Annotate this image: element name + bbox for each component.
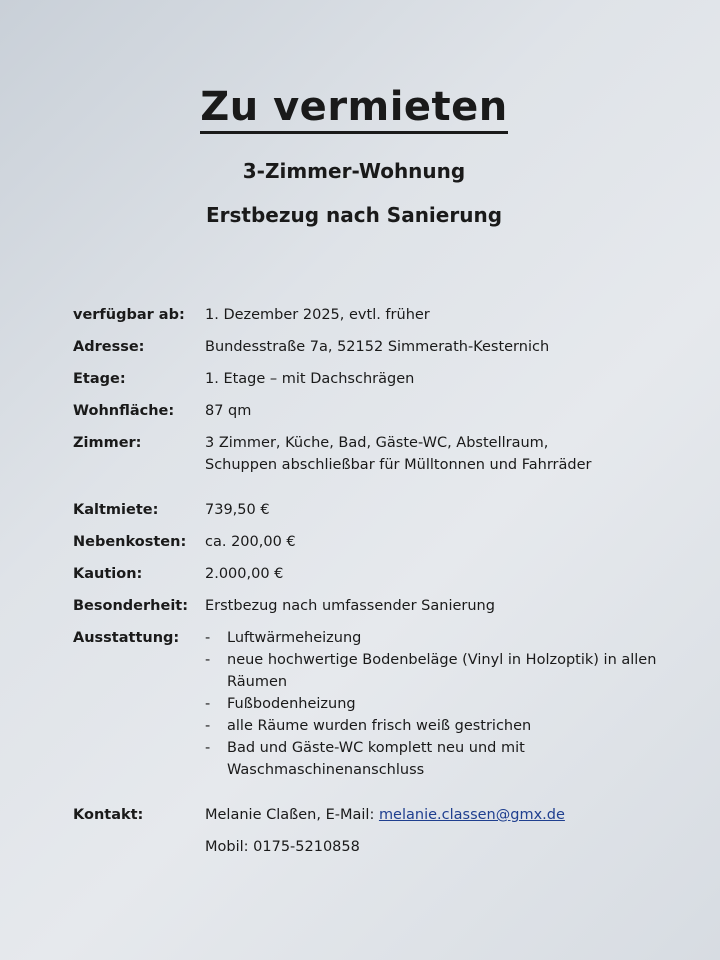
label-equipment: Ausstattung: [73, 630, 180, 646]
contact-mobile: Mobil: 0175-5210858 [205, 839, 360, 855]
dash-bullet: - [205, 696, 211, 712]
dash-bullet: - [205, 630, 211, 646]
list-item [205, 715, 675, 737]
value-rent: 739,50 € [205, 502, 270, 518]
equipment-list [205, 627, 675, 781]
value-costs: ca. 200,00 € [205, 534, 296, 550]
value-area: 87 qm [205, 403, 252, 419]
contact-name: Melanie Claßen, E-Mail: [205, 807, 379, 823]
flyer-subtitle-apartment: 3-Zimmer-Wohnung [242, 159, 466, 183]
list-item [205, 627, 675, 649]
label-deposit: Kaution: [73, 566, 143, 582]
label-special: Besonderheit: [73, 598, 189, 614]
label-floor: Etage: [73, 371, 126, 387]
value-rooms-line1: 3 Zimmer, Küche, Bad, Gäste-WC, Abstellraum, [205, 435, 549, 451]
value-available: 1. Dezember 2025, evtl. früher [205, 307, 430, 323]
equipment-item-1: Luftwärmeheizung [227, 630, 362, 646]
label-contact: Kontakt: [73, 807, 144, 823]
list-item-continuation [205, 671, 675, 693]
contact-line [205, 804, 675, 826]
flyer-title-text: Zu vermieten [200, 84, 508, 134]
dash-bullet: - [205, 740, 211, 756]
value-rooms [205, 432, 675, 476]
equipment-item-2-line2: Räumen [227, 674, 288, 690]
label-rooms: Zimmer: [73, 435, 142, 451]
value-address: Bundesstraße 7a, 52152 Simmerath-Kesternich [205, 339, 550, 355]
value-special: Erstbezug nach umfassender Sanierung [205, 598, 495, 614]
value-contact [205, 804, 675, 826]
value-equipment [205, 627, 675, 781]
list-item [205, 649, 675, 671]
list-item-continuation [205, 759, 675, 781]
list-item [205, 693, 675, 715]
label-address: Adresse: [73, 339, 145, 355]
equipment-item-3: Fußbodenheizung [227, 696, 356, 712]
flyer-subtitle-renovation: Erstbezug nach Sanierung [205, 203, 503, 227]
label-costs: Nebenkosten: [73, 534, 187, 550]
dash-bullet: - [205, 718, 211, 734]
value-deposit: 2.000,00 € [205, 566, 284, 582]
list-item [205, 737, 675, 759]
equipment-item-2-line1: neue hochwertige Bodenbeläge (Vinyl in Holzoptik) in allen [227, 652, 657, 668]
value-floor: 1. Etage – mit Dachschrägen [205, 371, 415, 387]
equipment-item-5-line2: Waschmaschinenanschluss [227, 762, 425, 778]
flyer-title [0, 84, 708, 134]
equipment-item-4: alle Räume wurden frisch weiß gestrichen [227, 718, 532, 734]
equipment-item-5-line1: Bad und Gäste-WC komplett neu und mit [227, 740, 525, 756]
dash-bullet: - [205, 652, 211, 668]
label-area: Wohnfläche: [73, 403, 175, 419]
label-rent: Kaltmiete: [73, 502, 159, 518]
value-rooms-line2: Schuppen abschließbar für Mülltonnen und Fahrräder [205, 457, 592, 473]
label-available: verfügbar ab: [73, 307, 185, 323]
contact-email-link[interactable]: melanie.classen@gmx.de [378, 807, 565, 823]
